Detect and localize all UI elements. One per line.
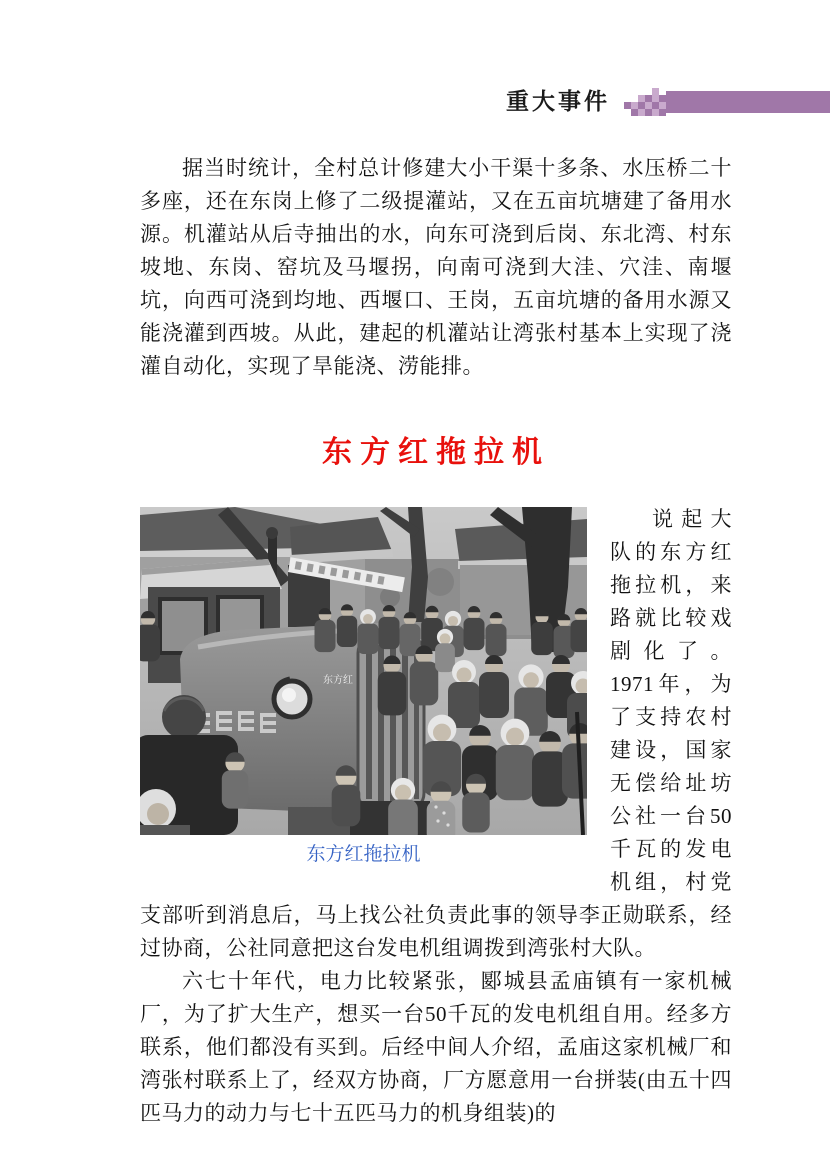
accent-bar (666, 91, 830, 113)
photo-caption: 东方红拖拉机 (306, 844, 421, 865)
header-title: 重大事件 (506, 88, 610, 114)
page-content (140, 152, 732, 1130)
paragraph-generator: 说起大队的东方红拖拉机，来路就比较戏剧化了。1971年，为了支持农村建设，国家无偿给址坊公社一台50千瓦的发电机组，村党支部听到消息后，马上找公社负责此事的领导李正勋联系，经过协商，公社同意把这台发电机组调拨到湾张村大队。 (140, 507, 732, 960)
tractor-hood-label: 东方红 (323, 675, 353, 686)
paragraph-irrigation: 据当时统计，全村总计修建大小干渠十多条、水压桥二十多座，还在东岗上修了二级提灌站，又在五亩坑塘建了备用水源。机灌站从后寺抽出的水，向东可浇到后岗、东北湾、村东坡地、东岗、窑坑及马堰拐，向南可浇到大洼、穴洼、南堰坑，向西可浇到均地、西堰口、王岗，五亩坑塘的备用水源又能浇灌到西坡。从此，建起的机灌站让湾张村基本上实现了浇灌自动化，实现了旱能浇、涝能排。 (140, 156, 732, 378)
tractor-photo (140, 507, 587, 835)
section-title: 东方红拖拉机 (322, 436, 550, 469)
paragraph-factory: 六七十年代，电力比较紧张，郾城县孟庙镇有一家机械厂，为了扩大生产，想买一台50千瓦的发电机组自用。经多方联系，他们都没有买到。后经中间人介绍，孟庙这家机械厂和湾张村联系上了，经双方协商，厂方愿意用一台拼装(由五十四匹马力的动力与七十五匹马力的机身组装)的 (140, 969, 732, 1125)
tractor-photo-figure (140, 507, 587, 868)
checker-pattern-icon (624, 88, 668, 116)
page-header (0, 88, 830, 116)
